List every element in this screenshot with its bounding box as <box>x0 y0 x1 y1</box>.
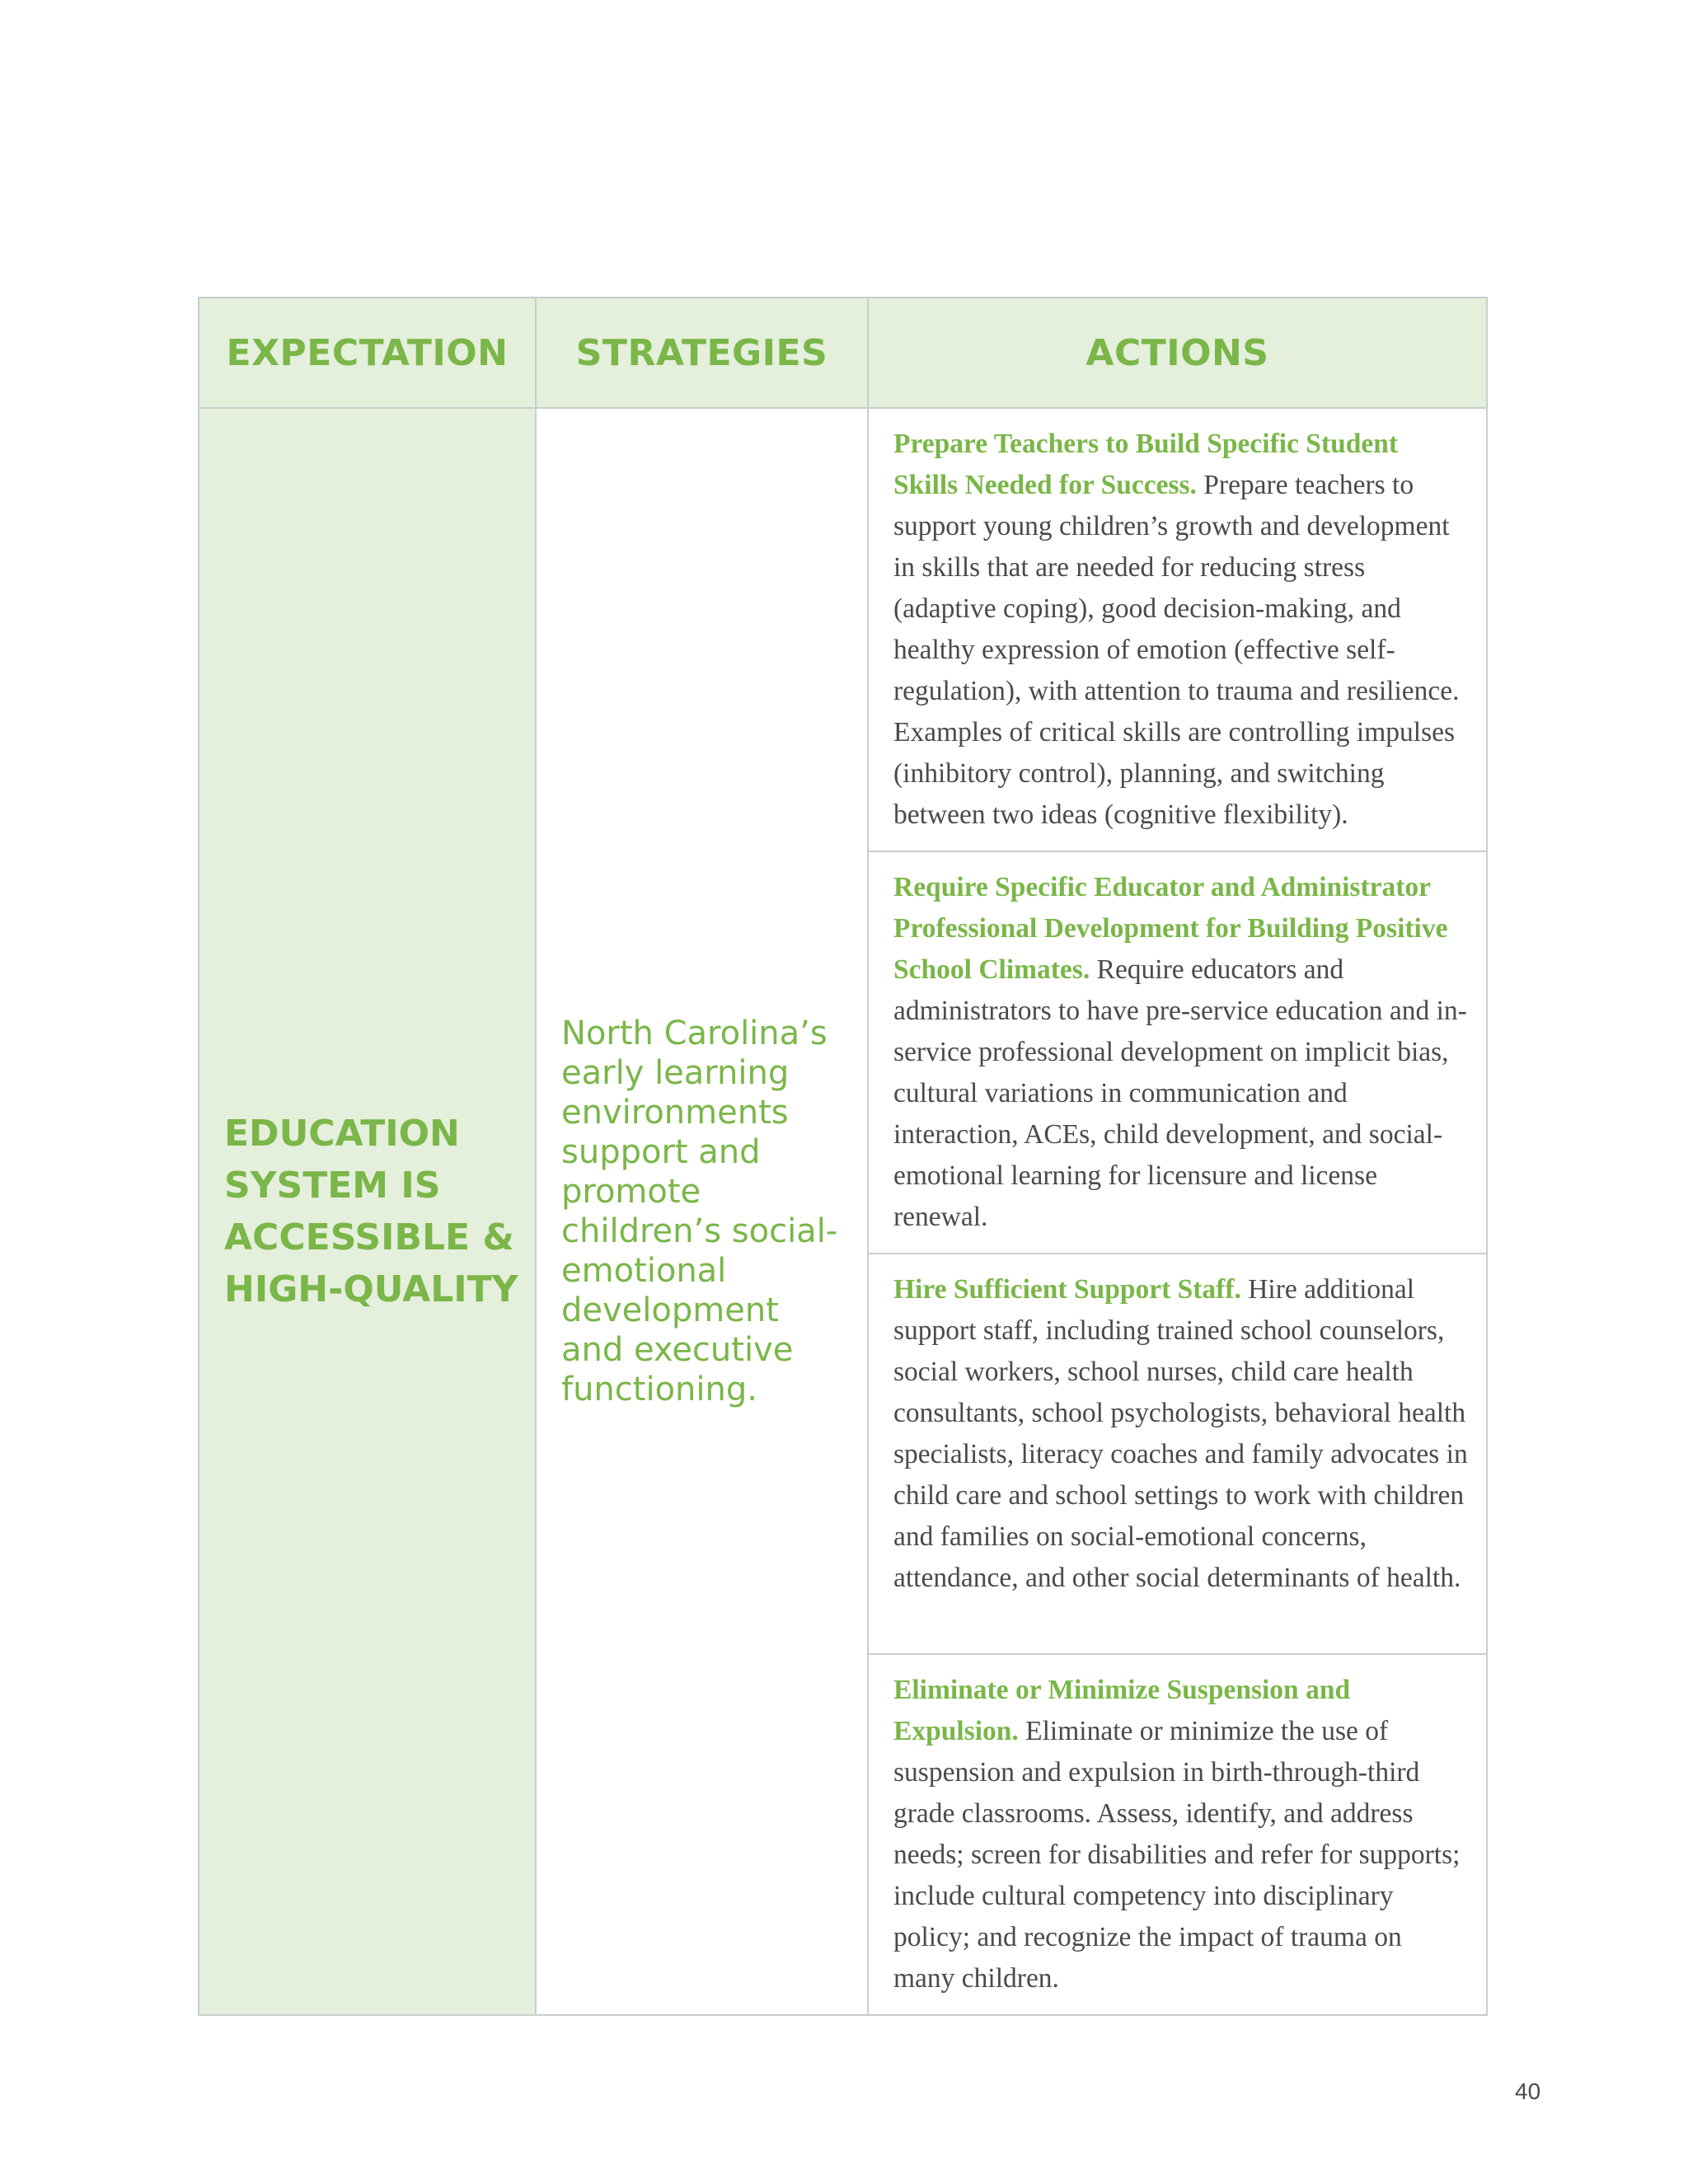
action-title: Hire Sufficient Support Staff. <box>893 1274 1241 1305</box>
action-title: Eliminate or Minimize Suspension and Expulsion. <box>893 1675 1351 1746</box>
action-text <box>893 424 1468 836</box>
strategy-line: early learning <box>561 1054 790 1092</box>
action-body: Prepare teachers to support young children’s growth and development in skills that are needed for reducing stress (adaptive coping), good decision-making, and healthy expression of emotion (effective self-regulation), with attention to trauma and resilience. Examples of critical skills are controlling impulses (inhibitory control), planning, and switching between two ideas (cognitive flexibility). <box>893 470 1460 830</box>
header-actions: ACTIONS <box>868 298 1487 408</box>
strategy-table <box>198 297 1488 2016</box>
strategy-line: emotional <box>561 1252 727 1290</box>
action-cell-suspension <box>868 1654 1487 2015</box>
strategy-line: North Carolina’s <box>561 1015 828 1052</box>
strategy-line: development <box>561 1291 779 1329</box>
action-body: Hire additional support staff, including trained school counselors, social workers, school nurses, child care health consultants, school psychologists, behavioral health specialists, literacy coaches and family advocates in child care and school settings to work with children and families on social-emotional concerns, attendance, and other social determinants of health. <box>893 1274 1468 1593</box>
action-cell-prepare-teachers <box>868 408 1487 851</box>
table-header-row <box>199 298 1487 408</box>
strategy-line: promote <box>561 1173 701 1211</box>
header-expectation: EXPECTATION <box>199 298 536 408</box>
action-cell-professional-development <box>868 851 1487 1254</box>
action-title: Prepare Teachers to Build Specific Student Skills Needed for Success. <box>893 429 1399 500</box>
page-number: 40 <box>1515 2079 1541 2104</box>
table-row <box>199 408 1487 851</box>
expectation-line: EDUCATION <box>224 1113 460 1155</box>
strategy-line: children’s social- <box>561 1212 838 1250</box>
strategy-line: and executive <box>561 1331 794 1369</box>
action-body: Eliminate or minimize the use of suspension and expulsion in birth-through-third grade classrooms. Assess, identify, and address needs; screen for disabilities and refer for supports; include cultural competency into disciplinary policy; and recognize the impact of trauma on many children. <box>893 1716 1461 1994</box>
action-cell-support-staff <box>868 1254 1487 1654</box>
action-title: Require Specific Educator and Administrator Professional Development for Building Positive School Climates. <box>893 872 1448 985</box>
expectation-line: ACCESSIBLE & <box>224 1216 514 1258</box>
expectation-line: HIGH-QUALITY <box>224 1268 518 1310</box>
action-text <box>893 1269 1468 1599</box>
expectation-cell <box>199 408 536 2015</box>
strategy-line: environments <box>561 1094 789 1132</box>
action-text <box>893 1670 1468 1999</box>
strategy-line: functioning. <box>561 1371 757 1408</box>
expectation-line: SYSTEM IS <box>224 1165 441 1207</box>
header-strategies: STRATEGIES <box>536 298 868 408</box>
action-text <box>893 867 1468 1238</box>
strategy-line: support and <box>561 1133 761 1171</box>
action-body: Require educators and administrators to have pre-service education and in-service professional development on implicit bias, cultural variations in communication and interaction, ACEs, child development, and social-emotional learning for licensure and license renewal. <box>893 954 1467 1232</box>
strategy-cell <box>536 408 868 2015</box>
